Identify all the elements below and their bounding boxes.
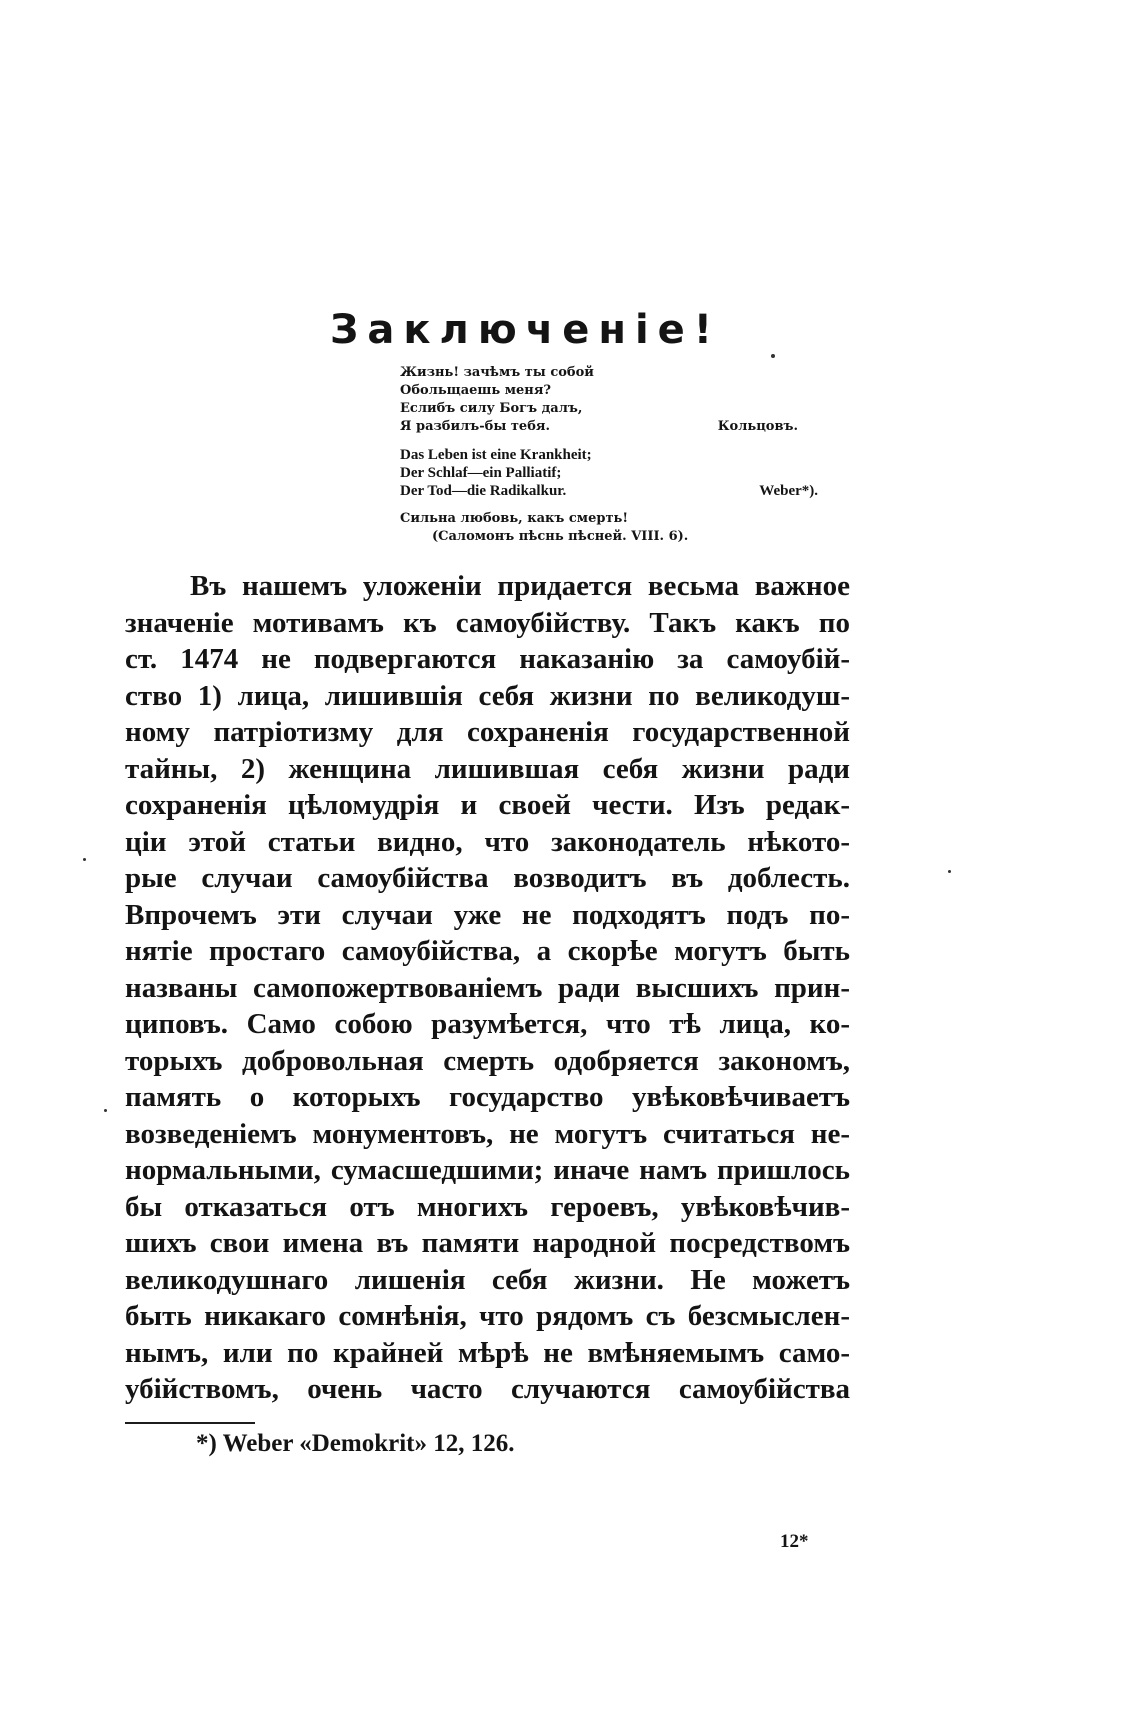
body-line: Въ нашемъ уложеніи придается весьма важное [190,570,850,602]
body-line: названы самопожертвованіемъ ради высшихъ прин- [125,971,850,1004]
scan-speck [104,1109,107,1112]
epigraph-line: Der Schlaf—ein Palliatif; [400,465,562,481]
body-line: рые случаи самоубійства возводитъ въ доблесть. [125,862,850,894]
epigraph-koltsov [400,364,820,436]
scan-speck [83,858,86,861]
scan-speck [771,354,775,358]
body-line: ному патріотизму для сохраненія государственной [125,716,850,748]
epigraph-line: Обольщаешь меня? [400,383,552,398]
body-line: возведеніемъ монументовъ, не могутъ считаться не- [125,1117,850,1150]
body-line: циповъ. Само собою разумѣется, что тѣ лица, ко- [125,1008,850,1040]
epigraphs [400,364,820,556]
body-line: нымъ, или по крайней мѣрѣ не вмѣняемымъ само- [125,1336,850,1369]
epigraph-source: (Саломонъ пѣснь пѣсней. VIII. 6). [432,529,689,544]
body-line: нормальными, сумасшедшими; иначе намъ пришлось [125,1154,850,1186]
body-line: сохраненія цѣломудрія и своей чести. Изъ редак- [125,789,850,821]
body-line: ст. 1474 не подвергаются наказанію за самоубій- [125,643,850,675]
epigraph-song-of-songs [400,510,820,546]
body-line: нятіе простаго самоубійства, а скорѣе могутъ быть [125,935,850,967]
epigraph-attribution: Weber*). [759,483,818,499]
footnote-divider [125,1422,255,1424]
epigraph-line: Сильна любовь, какъ смерть! [400,511,629,526]
body-line: быть никакаго сомнѣнія, что рядомъ съ безсмыслен- [125,1300,850,1332]
body-line: память о которыхъ государство увѣковѣчиваетъ [125,1081,850,1113]
body-line: убійствомъ, очень часто случаются самоубійства [125,1373,850,1405]
body-line: великодушнаго лишенія себя жизни. Не можетъ [125,1263,850,1296]
body-line: Впрочемъ эти случаи уже не подходятъ подъ по- [125,898,850,931]
epigraph-line: Жизнь! зачѣмъ ты собой [400,365,594,380]
body-line: значеніе мотивамъ къ самоубійству. Такъ какъ по [125,606,850,639]
scan-speck [948,870,951,873]
epigraph-attribution: Кольцовъ. [717,419,798,434]
body-line: тайны, 2) женщина лишившая себя жизни ради [125,752,850,785]
chapter-title: Заключеніе! [330,307,722,353]
epigraph-line: Der Tod—die Radikalkur. [400,483,567,499]
body-line: шихъ свои имена въ памяти народной посредствомъ [125,1227,850,1259]
epigraph-line: Das Leben ist eine Krankheit; [400,447,592,463]
body-line: бы отказаться отъ многихъ героевъ, увѣковѣчив- [125,1190,850,1223]
epigraph-line: Я разбилъ-бы тебя. [400,419,551,434]
body-line: ство 1) лица, лишившія себя жизни по великодуш- [125,679,850,712]
epigraph-line: Еслибъ силу Богъ далъ, [400,401,583,416]
body-line: ціи этой статьи видно, что законодатель нѣкото- [125,825,850,858]
page-number: 12* [780,1531,809,1552]
body-paragraph [125,568,850,1408]
footnote: *) Weber «Demokrit» 12, 126. [196,1430,515,1457]
body-line: торыхъ добровольная смерть одобряется закономъ, [125,1044,850,1077]
epigraph-weber [400,446,820,500]
